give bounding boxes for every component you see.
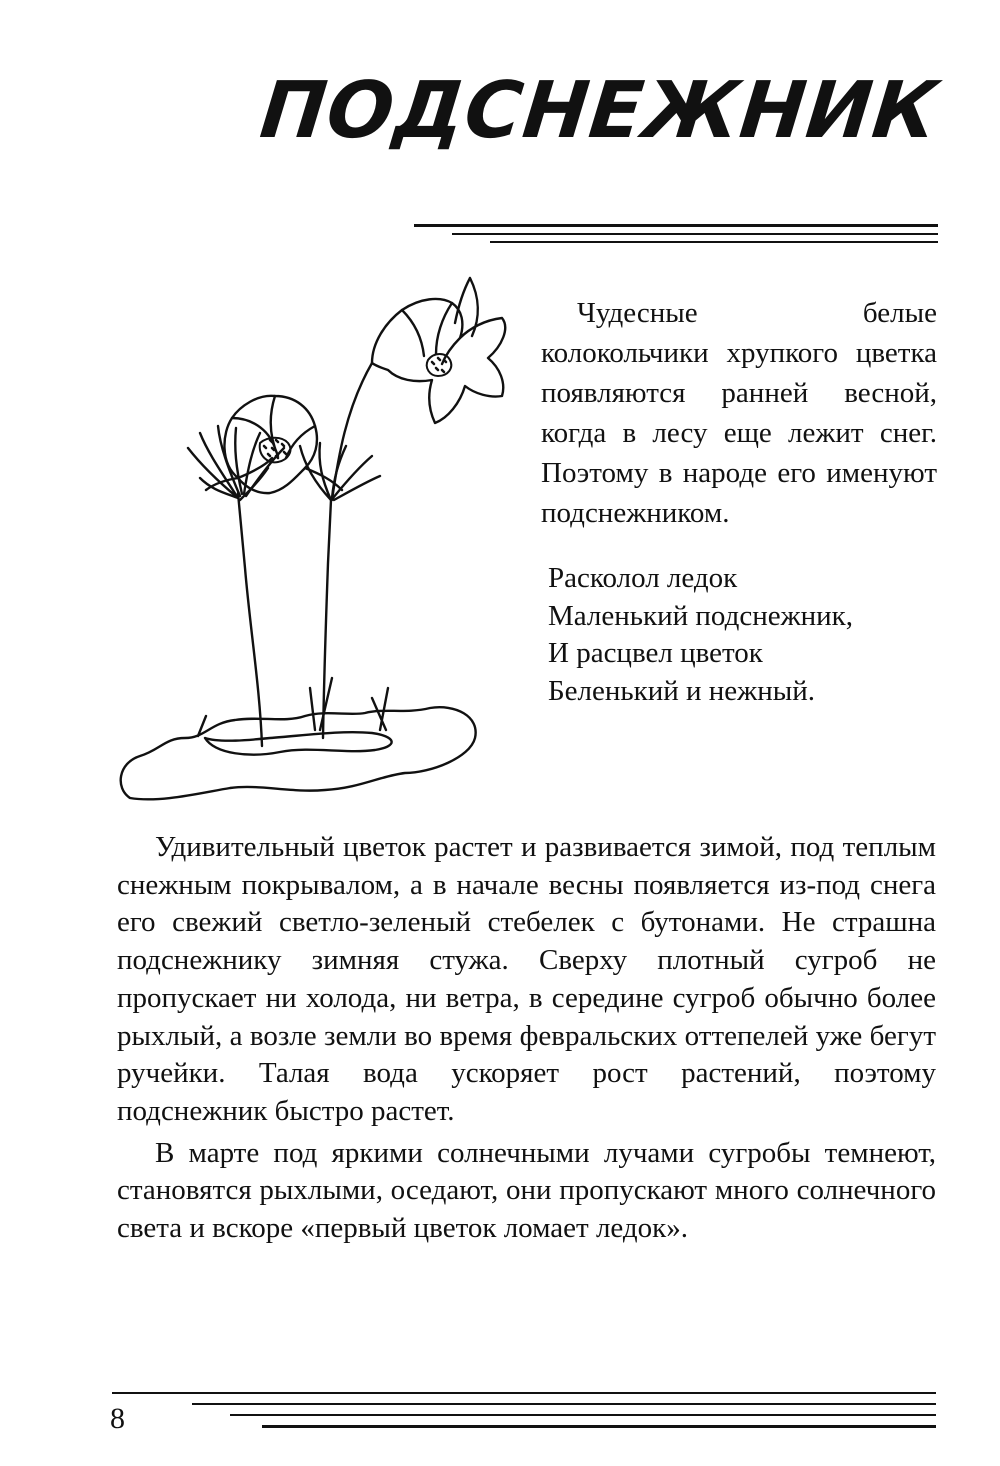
- ice-puddle: [121, 707, 476, 799]
- ice-inner: [205, 732, 392, 754]
- footer-rule-4: [262, 1425, 936, 1428]
- flower-top: [372, 299, 505, 423]
- snowdrop-illustration: [110, 268, 530, 808]
- footer-rule-1: [112, 1392, 936, 1394]
- body-paragraph: Удивительный цветок растет и развивается зимой, под теплым снежным покрывалом, а в начале весны появляется из-под снега его свежий светло-зеленый стебелек с бутонами. Не страшна подснежнику зимняя стужа. Сверху плотный сугроб не пропускает ни холода, ни ветра, в середине сугроб обычно более рыхлый, а возле земли во время февральских оттепелей уже бегут ручейки. Талая вода ускоряет рост растений, поэтому подснежник быстро растет.: [117, 831, 936, 1127]
- title-rule-3: [490, 241, 938, 243]
- page-title: ПОДСНЕЖНИК: [256, 66, 943, 156]
- stem-left: [238, 493, 262, 746]
- footer-rule-2: [192, 1403, 936, 1405]
- poem-line: Беленький и нежный.: [548, 674, 815, 707]
- poem: [548, 560, 948, 710]
- title-rule-2: [452, 233, 938, 235]
- stem-top: [332, 363, 372, 500]
- footer-rule-3: [230, 1414, 936, 1416]
- page-number: 8: [110, 1402, 125, 1435]
- intro-text: Чудесные белые колокольчики хрупкого цветка появляются ранней весной, когда в лесу еще лежит снег. Поэтому в народе его именуют подснежником.: [541, 297, 937, 529]
- title-rule-1: [414, 224, 938, 227]
- intro-paragraph: [541, 293, 937, 533]
- body-paragraph: В марте под яркими солнечными лучами сугробы темнеют, становятся рыхлыми, оседают, они пропускают много солнечного света и вскоре «первый цветок ломает ледок».: [117, 1136, 936, 1245]
- poem-line: Маленький подснежник,: [548, 599, 853, 632]
- poem-line: И расцвел цветок: [548, 637, 763, 669]
- poem-line: Расколол ледок: [548, 562, 738, 594]
- body-text: [117, 829, 936, 1248]
